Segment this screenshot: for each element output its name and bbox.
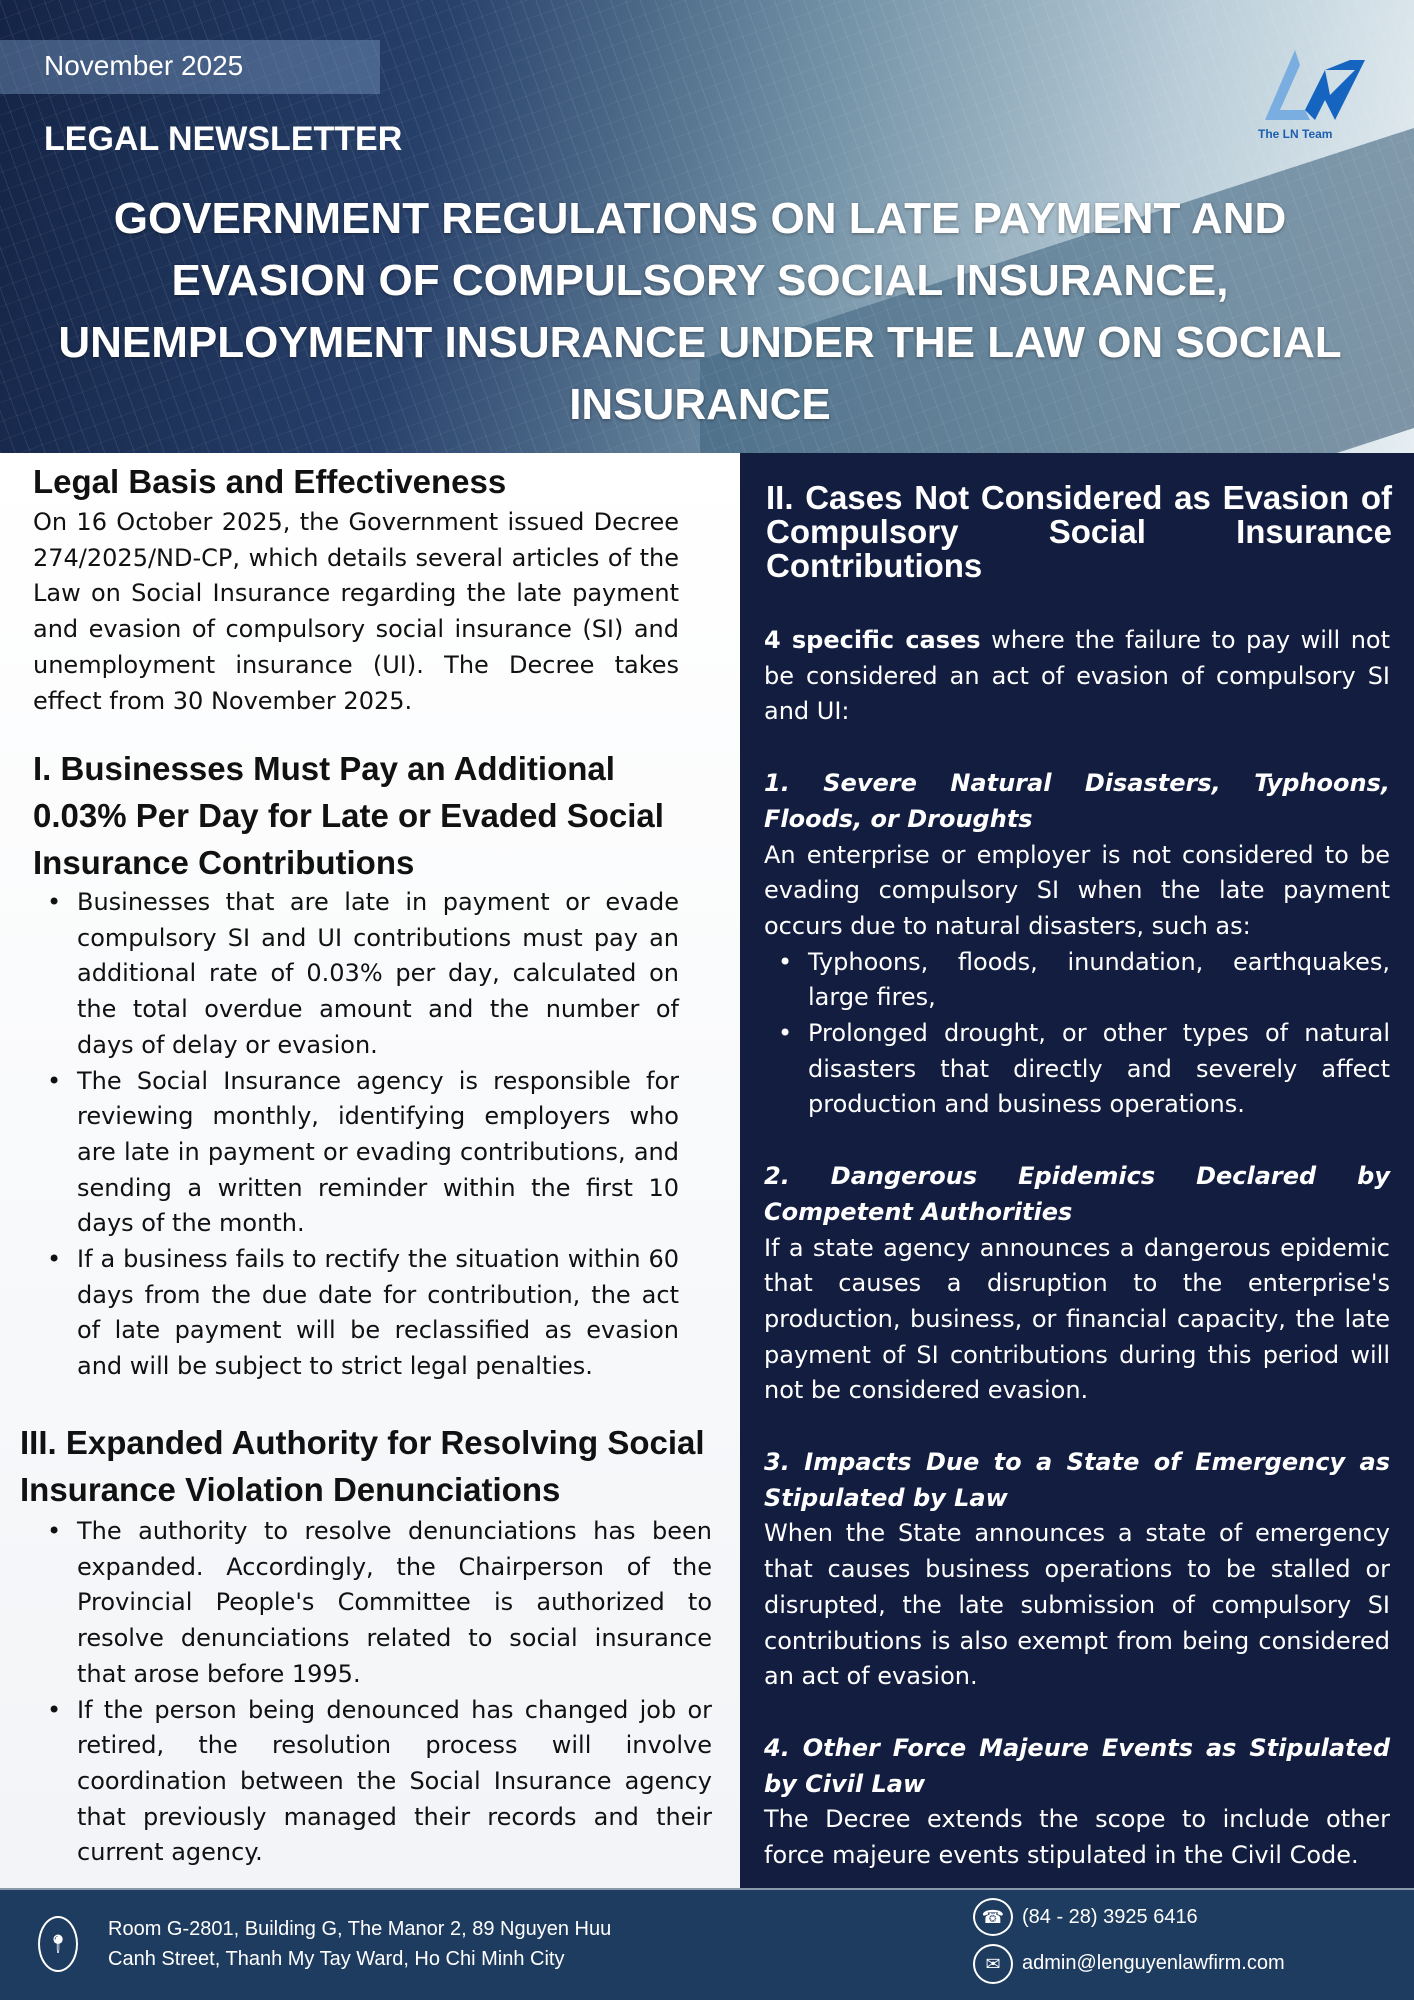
phone-number[interactable]: (84 - 28) 3925 6416 [1022, 1906, 1198, 1928]
phone-icon: ☎︎ [973, 1898, 1013, 1936]
intro-rest: where the failure to pay will not be considered an act of evasion of compulsory SI and UI: [764, 626, 1391, 726]
intro-bold: 4 specific cases [764, 626, 981, 654]
address-line-2: Canh Street, Thanh My Tay Ward, Ho Chi Minh City [108, 1948, 565, 1970]
section-2-intro [764, 623, 1390, 730]
right-column [740, 453, 1414, 1888]
newsletter-label: LEGAL NEWSLETTER [44, 120, 403, 158]
section-1-heading: I. Businesses Must Pay an Additional 0.03% Per Day for Late or Evaded Social Insurance Contributions [33, 750, 664, 881]
case-3-title: 3. Impacts Due to a State of Emergency as Stipulated by Law [764, 1448, 1390, 1512]
case-2-title: 2. Dangerous Epidemics Declared by Competent Authorities [764, 1162, 1390, 1226]
list-item: • If a business fails to rectify the situation within 60 days from the due date for contribution, the act of late payment will be reclassified as evasion and will be subject to strict legal penalties. [33, 1242, 679, 1385]
case-3-text: When the State announces a state of emergency that causes business operations to be stalled or disrupted, the late submission of compulsory SI contributions is also exempt from being considered an act of evasion. [764, 1519, 1390, 1691]
issue-date: November 2025 [44, 50, 244, 81]
list-item: • Businesses that are late in payment or evade compulsory SI and UI contributions must pay an additional rate of 0.03% per day, calculated on the total overdue amount and the number of days of delay or evasion. [33, 885, 679, 1064]
section-3-heading: III. Expanded Authority for Resolving Social Insurance Violation Denunciations [20, 1424, 705, 1508]
case-4-text: The Decree extends the scope to include other force majeure events stipulated in the Civil Code. [764, 1805, 1390, 1870]
case-4-title: 4. Other Force Majeure Events as Stipulated by Civil Law [764, 1733, 1390, 1798]
case-1-list [764, 945, 1390, 1124]
left-column [0, 453, 740, 1888]
list-item: • Prolonged drought, or other types of natural disasters that directly and severely affect production and business operations. [764, 1016, 1390, 1123]
location-pin-icon: 📍︎ [38, 1916, 78, 1972]
section-2-heading: II. Cases Not Considered as Evasion of Compulsory Social Insurance Contributions [766, 479, 1392, 584]
section-3-list [33, 1514, 712, 1871]
basis-text: On 16 October 2025, the Government issued Decree 274/2025/ND-CP, which details several articles of the Law on Social Insurance regarding the late payment and evasion of compulsory social insurance (SI) and unemployment insurance (UI). The Decree takes effect from 30 November 2025. [33, 508, 679, 715]
section-2-body [764, 623, 1390, 1874]
list-item: • The Social Insurance agency is responsible for reviewing monthly, identifying employers who are late in payment or evading contributions, and sending a written reminder within the first 10 days of the month. [33, 1064, 679, 1243]
case-2-text: If a state agency announces a dangerous epidemic that causes a disruption to the enterprise's production, business, or financial capacity, the late payment of SI contributions during this period will not be considered evasion. [764, 1233, 1390, 1405]
list-item: • Typhoons, floods, inundation, earthquakes, large fires, [764, 945, 1390, 1016]
case-1-text: An enterprise or employer is not considered to be evading compulsory SI when the late payment occurs due to natural disasters, such as: [764, 840, 1390, 940]
envelope-icon: ✉︎ [973, 1944, 1013, 1984]
email-link[interactable]: admin@lenguyenlawfirm.com [1022, 1952, 1285, 1974]
newsletter-title: GOVERNMENT REGULATIONS ON LATE PAYMENT AND EVASION OF COMPULSORY SOCIAL INSURANCE, UNEMPLOYMENT INSURANCE UNDER THE LAW ON SOCIAL INSURANCE [58, 194, 1342, 429]
section-1-list [33, 885, 679, 1385]
case-1-title: 1. Severe Natural Disasters, Typhoons, Floods, or Droughts [764, 769, 1390, 833]
footer [0, 1888, 1414, 2000]
address-line-1: Room G-2801, Building G, The Manor 2, 89 Nguyen Huu [108, 1918, 612, 1940]
address [108, 1914, 611, 1974]
logo-text: The LN Team [1258, 127, 1333, 141]
basis-heading: Legal Basis and Effectiveness [33, 463, 507, 500]
list-item: • The authority to resolve denunciations has been expanded. Accordingly, the Chairperson of the Provincial People's Committee is authorized to resolve denunciations related to social insurance that arose before 1995. [33, 1514, 712, 1693]
list-item: • If the person being denounced has changed job or retired, the resolution process will involve coordination between the Social Insurance agency that previously managed their records and their current agency. [33, 1693, 712, 1872]
header-banner [0, 0, 1414, 453]
